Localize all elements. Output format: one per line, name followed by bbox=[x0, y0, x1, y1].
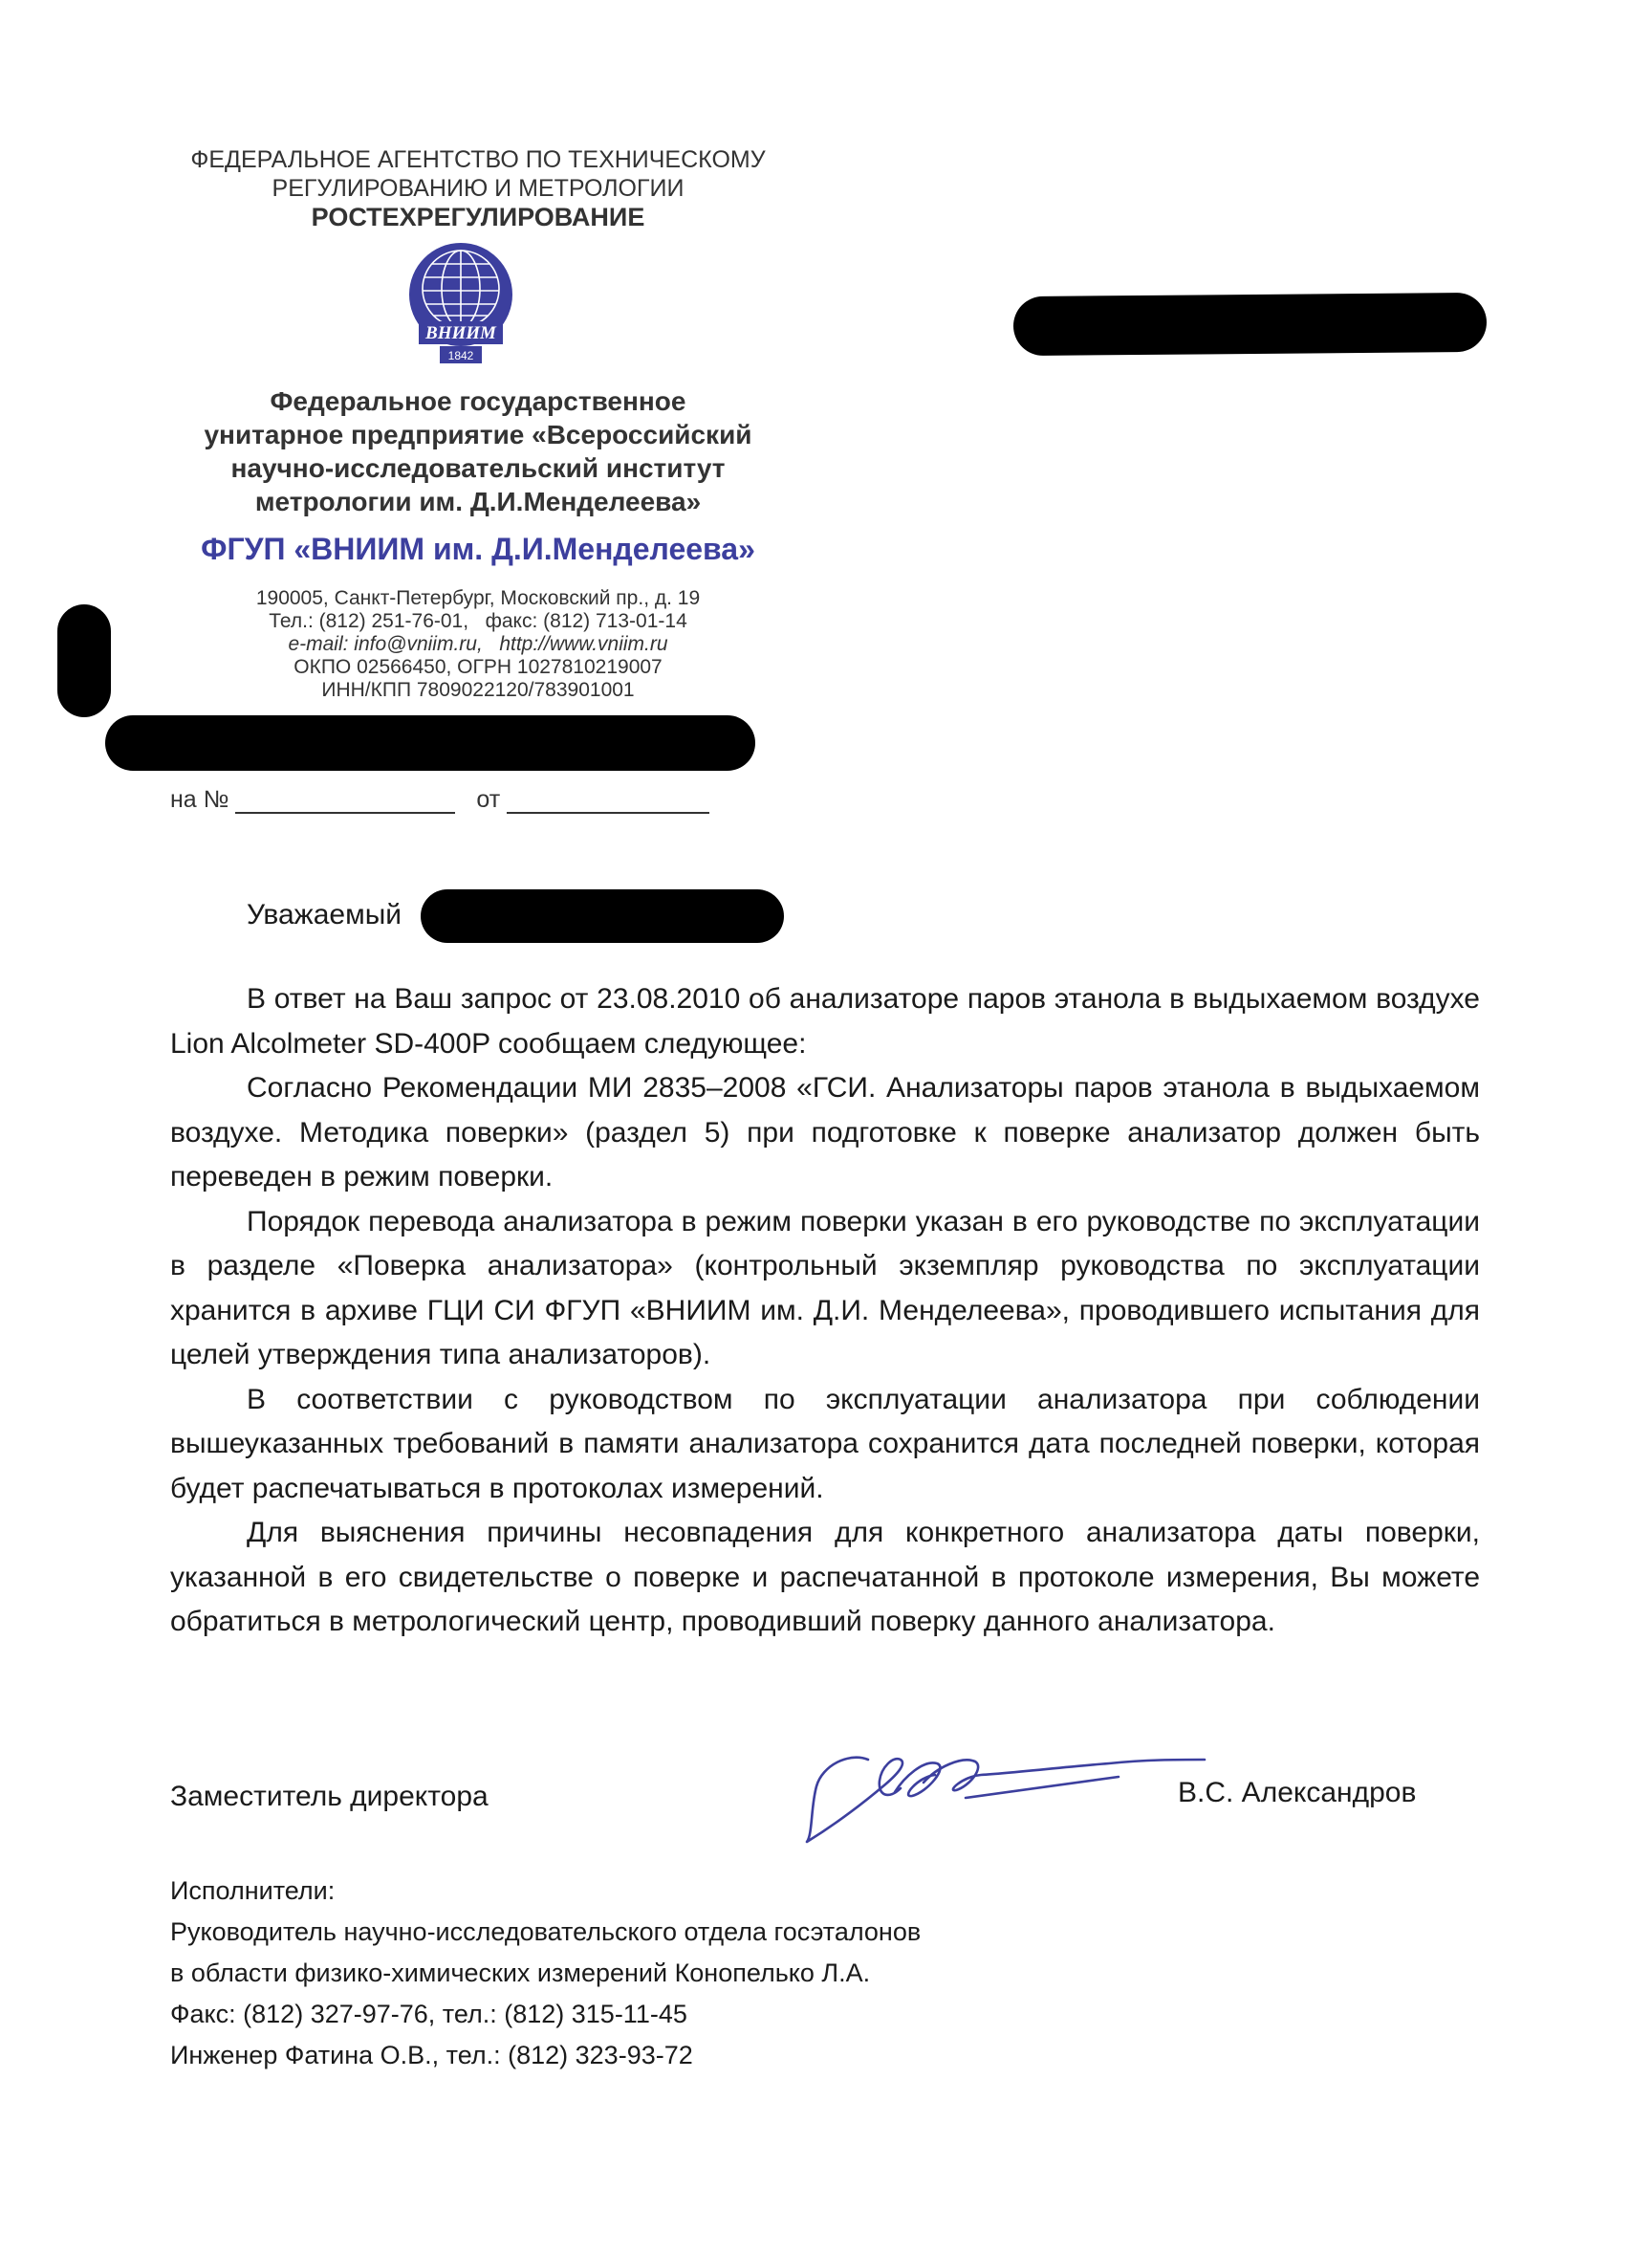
phone-fax-line bbox=[163, 610, 793, 633]
address: 190005, Санкт-Петербург, Московский пр., д. 19 bbox=[255, 587, 701, 609]
agency-name bbox=[143, 145, 813, 203]
inn-kpp: ИНН/КПП 7809022120/783901001 bbox=[321, 679, 635, 701]
reference-date-label: от bbox=[476, 786, 501, 813]
vniim-globe-logo bbox=[400, 239, 522, 373]
executor-line-3: Факс: (812) 327-97-76, тел.: (812) 315-11-45 bbox=[170, 2000, 687, 2028]
reference-date-blank bbox=[507, 791, 709, 814]
agency-line-2: РЕГУЛИРОВАНИЮ И МЕТРОЛОГИИ bbox=[272, 175, 685, 202]
paragraph: Порядок перевода анализатора в режим поверки указан в его руководстве по эксплуатации в разделе «Поверка анализатора» (контрольный экземпляр руководства по эксплуатации хранится в архиве ГЦИ СИ ФГУП «ВНИИМ им. Д.И. Менделеева», проводившего испытания для целей утверждения типа анализаторов). bbox=[170, 1205, 1480, 1370]
executors-block bbox=[170, 1871, 921, 2076]
redacted-addressee-name bbox=[421, 889, 784, 943]
org-full-line-2: унитарное предприятие «Всероссийский bbox=[204, 420, 752, 449]
email: e-mail: info@vniim.ru, bbox=[288, 633, 483, 655]
reference-number-blank bbox=[235, 791, 455, 814]
logo-year: 1842 bbox=[447, 349, 474, 362]
paragraph: Для выяснения причины несовпадения для конкретного анализатора даты поверки, указанной в его свидетельстве о поверке и распечатанной в протоколе измерения, Вы можете обратиться в метрологический центр, проводивший поверку данного анализатора. bbox=[170, 1517, 1480, 1637]
org-full-line-1: Федеральное государственное bbox=[270, 386, 686, 416]
org-full-line-3: научно-исследовательский институт bbox=[230, 453, 726, 483]
reference-line bbox=[170, 786, 709, 814]
redacted-outgoing-number bbox=[105, 715, 755, 771]
executor-line-1: Руководитель научно-исследовательского отдела госэталонов bbox=[170, 1917, 922, 1946]
redacted-recipient bbox=[1013, 293, 1488, 356]
redacted-mark bbox=[57, 604, 111, 717]
executor-line-4: Инженер Фатина О.В., тел.: (812) 323-93-72 bbox=[170, 2041, 693, 2069]
org-full-line-4: метрологии им. Д.И.Менделеева» bbox=[254, 487, 702, 516]
signatory-position: Заместитель директора bbox=[170, 1781, 489, 1812]
logo-text: ВНИИМ bbox=[425, 323, 496, 343]
okpo-ogrn: ОКПО 02566450, ОГРН 1027810219007 bbox=[293, 656, 663, 678]
executor-line-2: в области физико-химических измерений Конопелько Л.А. bbox=[170, 1959, 871, 1987]
email-web-line bbox=[163, 633, 793, 656]
paragraph: Согласно Рекомендации МИ 2835–2008 «ГСИ. Анализаторы паров этанола в выдыхаемом воздухе. Методика поверки» (раздел 5) при подготовке к поверке анализатор должен быть переведен в режим поверки. bbox=[170, 1072, 1480, 1193]
letter-body bbox=[170, 977, 1480, 1645]
website: http://www.vniim.ru bbox=[499, 633, 668, 655]
paragraph: В ответ на Ваш запрос от 23.08.2010 об анализаторе паров этанола в выдыхаемом воздухе Lion Alcolmeter SD-400P сообщаем следующее: bbox=[170, 983, 1480, 1060]
executors-heading: Исполнители: bbox=[170, 1876, 336, 1905]
paragraph: В соответствии с руководством по эксплуатации анализатора при соблюдении вышеуказанных требований в памяти анализатора сохранится дата последней поверки, которая будет распечатываться в протоколах измерений. bbox=[170, 1383, 1480, 1504]
agency-line-1: ФЕДЕРАЛЬНОЕ АГЕНТСТВО ПО ТЕХНИЧЕСКОМУ bbox=[190, 146, 766, 173]
agency-short-name: РОСТЕХРЕГУЛИРОВАНИЕ bbox=[311, 203, 645, 231]
phone: Тел.: (812) 251-76-01, bbox=[269, 610, 469, 632]
fax: факс: (812) 713-01-14 bbox=[485, 610, 687, 632]
contact-block bbox=[163, 587, 793, 702]
signatory-name: В.С. Александров bbox=[1178, 1777, 1417, 1808]
greeting: Уважаемый bbox=[247, 899, 402, 930]
organization-full-name bbox=[143, 384, 813, 518]
handwritten-signature bbox=[793, 1739, 1224, 1844]
reference-number-label: на № bbox=[170, 786, 229, 813]
organization-short-name: ФГУП «ВНИИМ им. Д.И.Менделеева» bbox=[201, 532, 755, 566]
